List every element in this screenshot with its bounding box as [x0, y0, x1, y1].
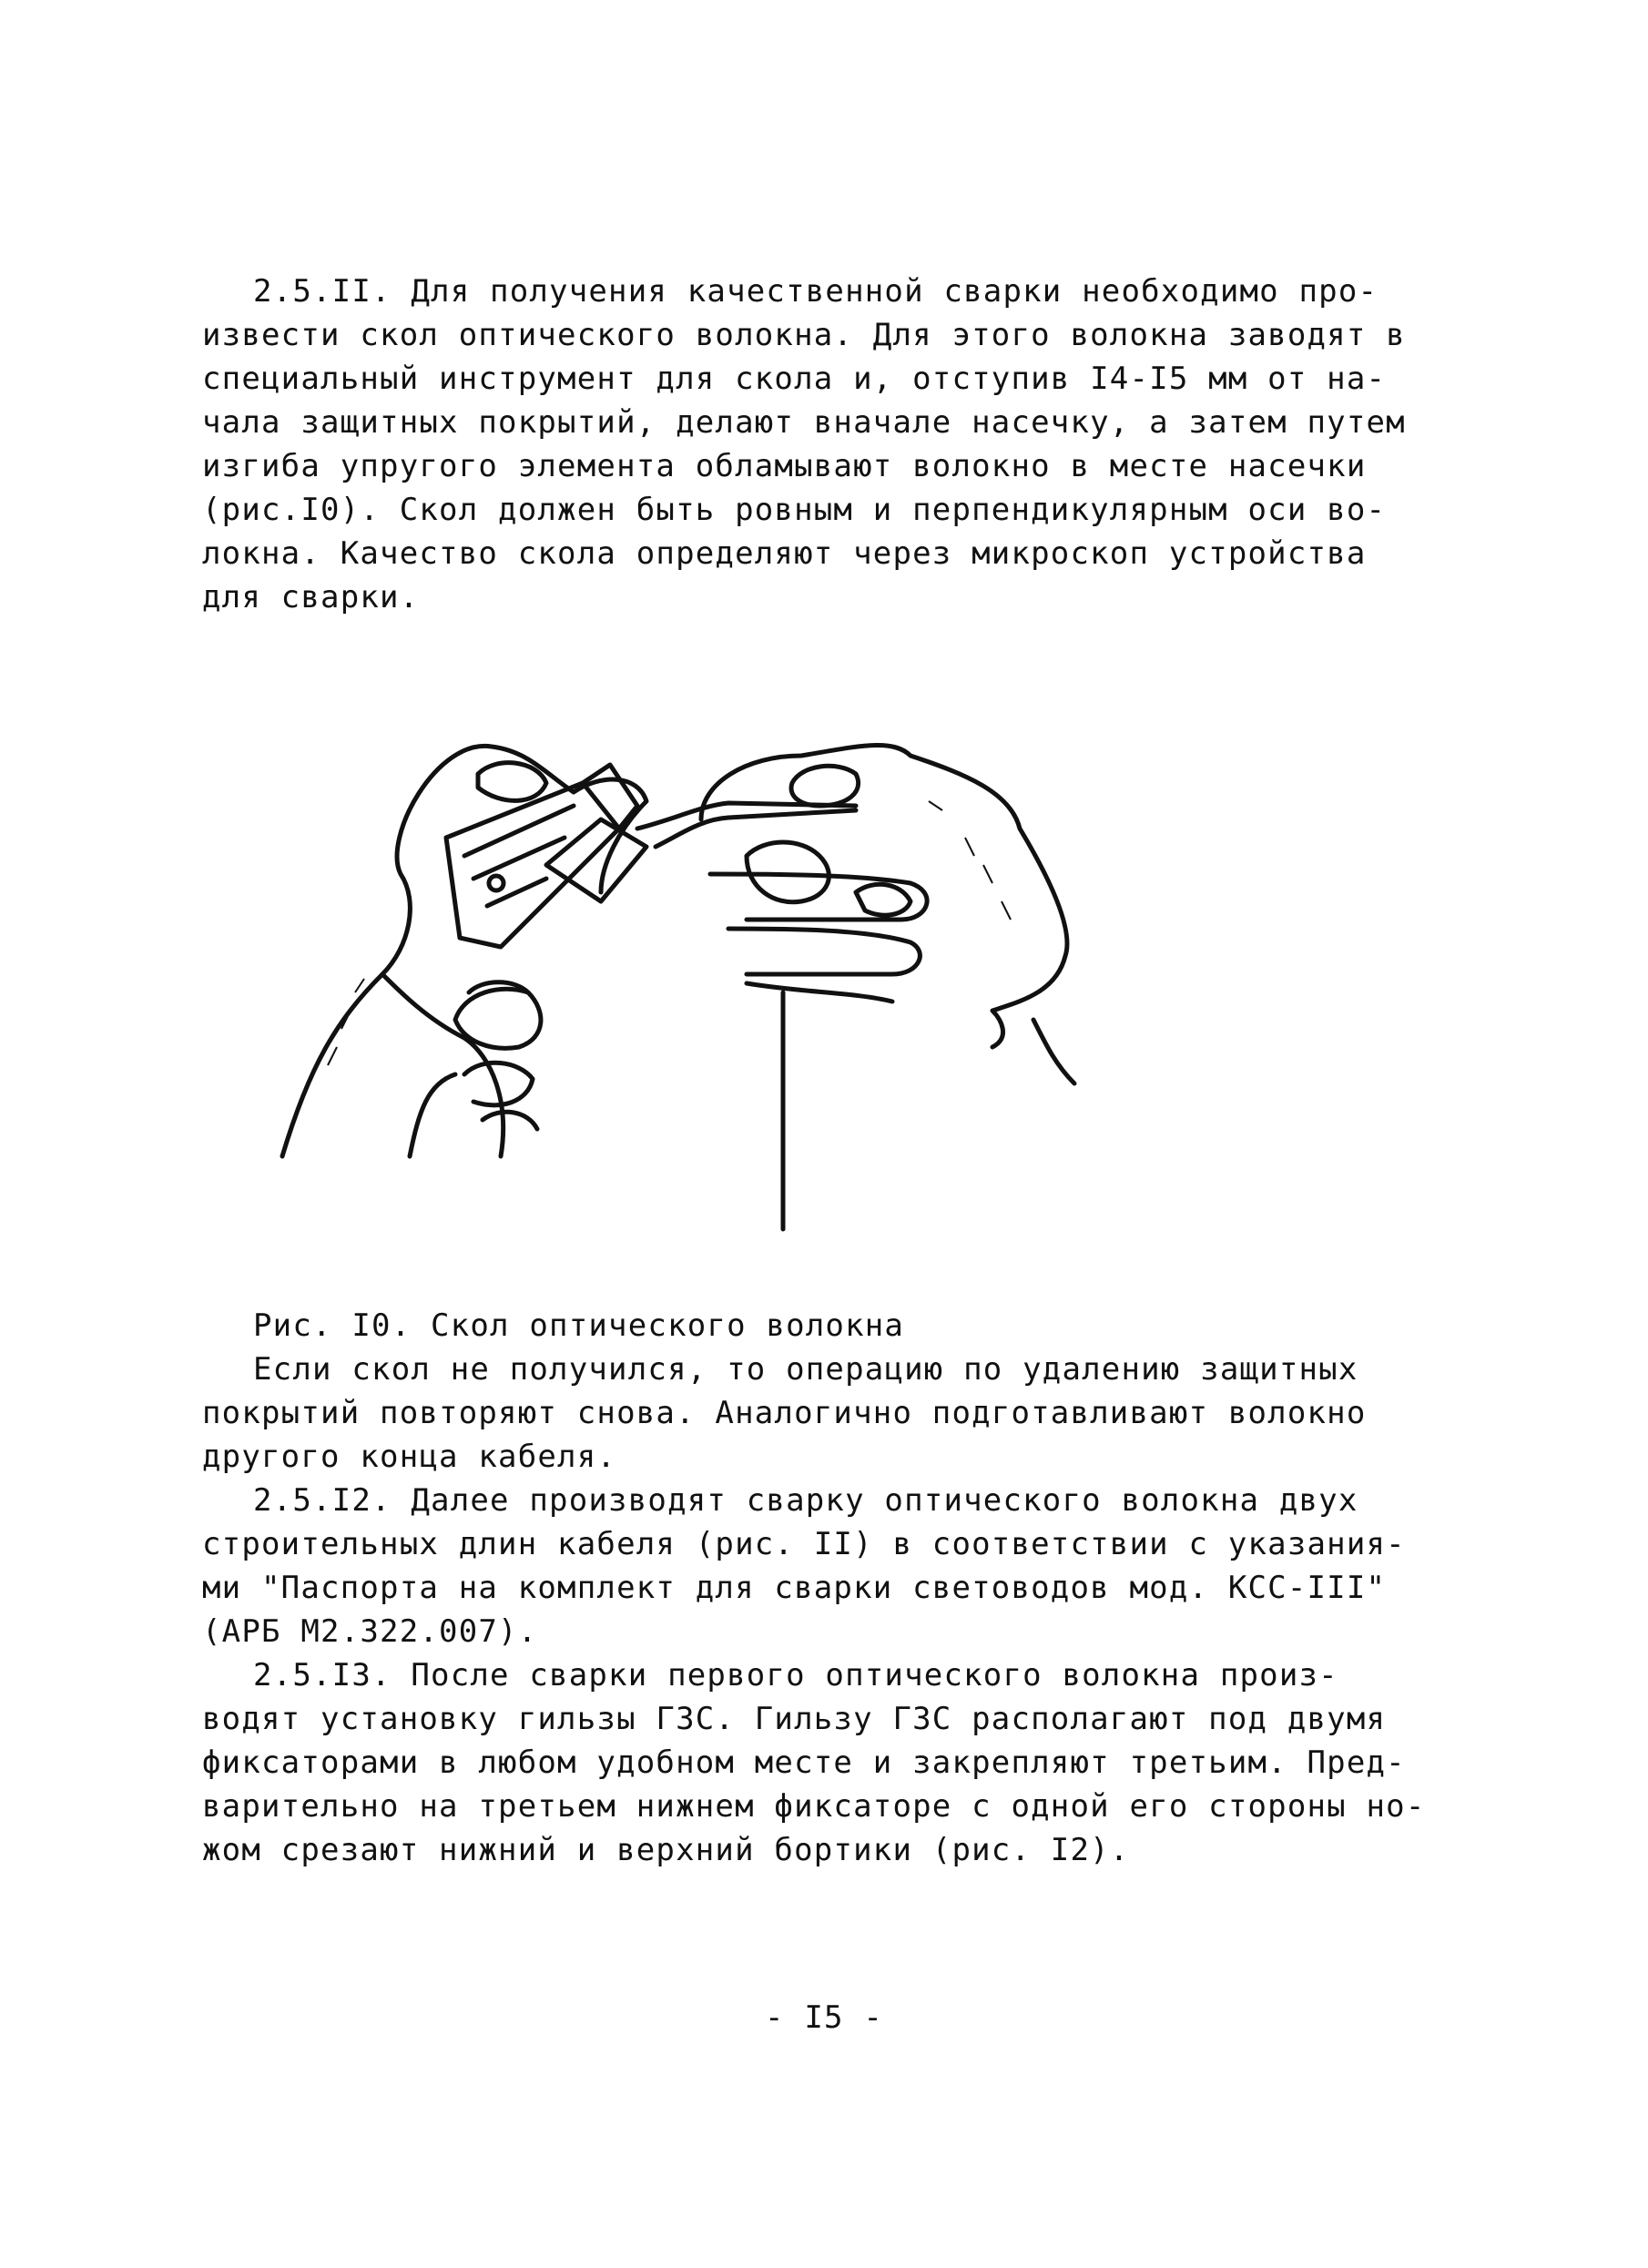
- text-line: 2.5.I3. После сварки первого оптического волокна произ-: [253, 1657, 1338, 1693]
- text-line: для сварки.: [202, 579, 420, 615]
- text-line: фиксаторами в любом удобном месте и закрепляют третьим. Пред-: [202, 1744, 1406, 1781]
- text-line: 2.5.II. Для получения качественной сварки необходимо про-: [253, 273, 1378, 310]
- text-line: строительных длин кабеля (рис. II) в соответствии с указания-: [202, 1526, 1406, 1562]
- text-line: варительно на третьем нижнем фиксаторе с одной его стороны но-: [202, 1788, 1426, 1825]
- text-line: другого конца кабеля.: [202, 1439, 617, 1475]
- text-line: Если скол не получился, то операцию по удалению защитных: [253, 1351, 1358, 1388]
- text-line: (рис.I0). Скол должен быть ровным и перпендикулярным оси во-: [202, 492, 1387, 528]
- text-line: специальный инструмент для скола и, отступив I4-I5 мм от на-: [202, 361, 1387, 397]
- page-number: - I5 -: [764, 1999, 884, 2036]
- text-line: водят установку гильзы ГЗС. Гильзу ГЗС располагают под двумя: [202, 1701, 1387, 1737]
- text-line: 2.5.I2. Далее производят сварку оптического волокна двух: [253, 1482, 1358, 1519]
- text-line: жом срезают нижний и верхний бортики (рис. I2).: [202, 1832, 1130, 1868]
- text-line: извести скол оптического волокна. Для этого волокна заводят в: [202, 317, 1406, 353]
- figure-fiber-cleaving-illustration: [273, 719, 1229, 1247]
- text-line: локна. Качество скола определяют через микроскоп устройства: [202, 535, 1367, 572]
- text-line: изгиба упругого элемента обламывают волокно в месте насечки: [202, 448, 1367, 484]
- figure-caption: Рис. I0. Скол оптического волокна: [253, 1307, 905, 1344]
- text-line: ми "Паспорта на комплект для сварки световодов мод. КСС-III": [202, 1570, 1387, 1606]
- text-line: (АРБ М2.322.007).: [202, 1613, 538, 1650]
- text-line: покрытий повторяют снова. Аналогично подготавливают волокно: [202, 1395, 1367, 1431]
- text-line: чала защитных покрытий, делают вначале насечку, а затем путем: [202, 404, 1406, 441]
- hands-cleaving-fiber-drawing: [273, 719, 1229, 1247]
